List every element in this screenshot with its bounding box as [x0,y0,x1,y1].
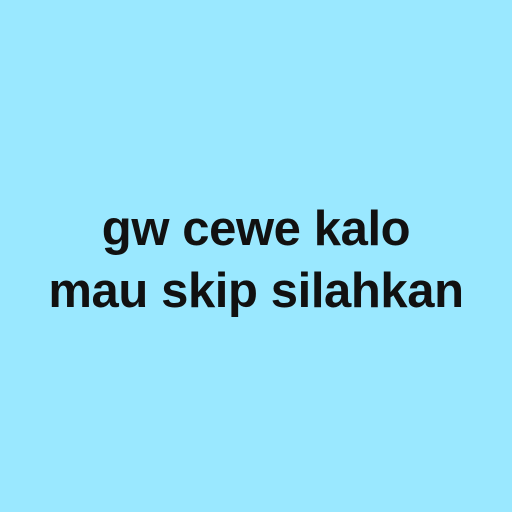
caption-line-2: mau skip silahkan [48,264,464,318]
caption-text [0,198,512,322]
caption-line-1: gw cewe kalo [101,202,411,256]
